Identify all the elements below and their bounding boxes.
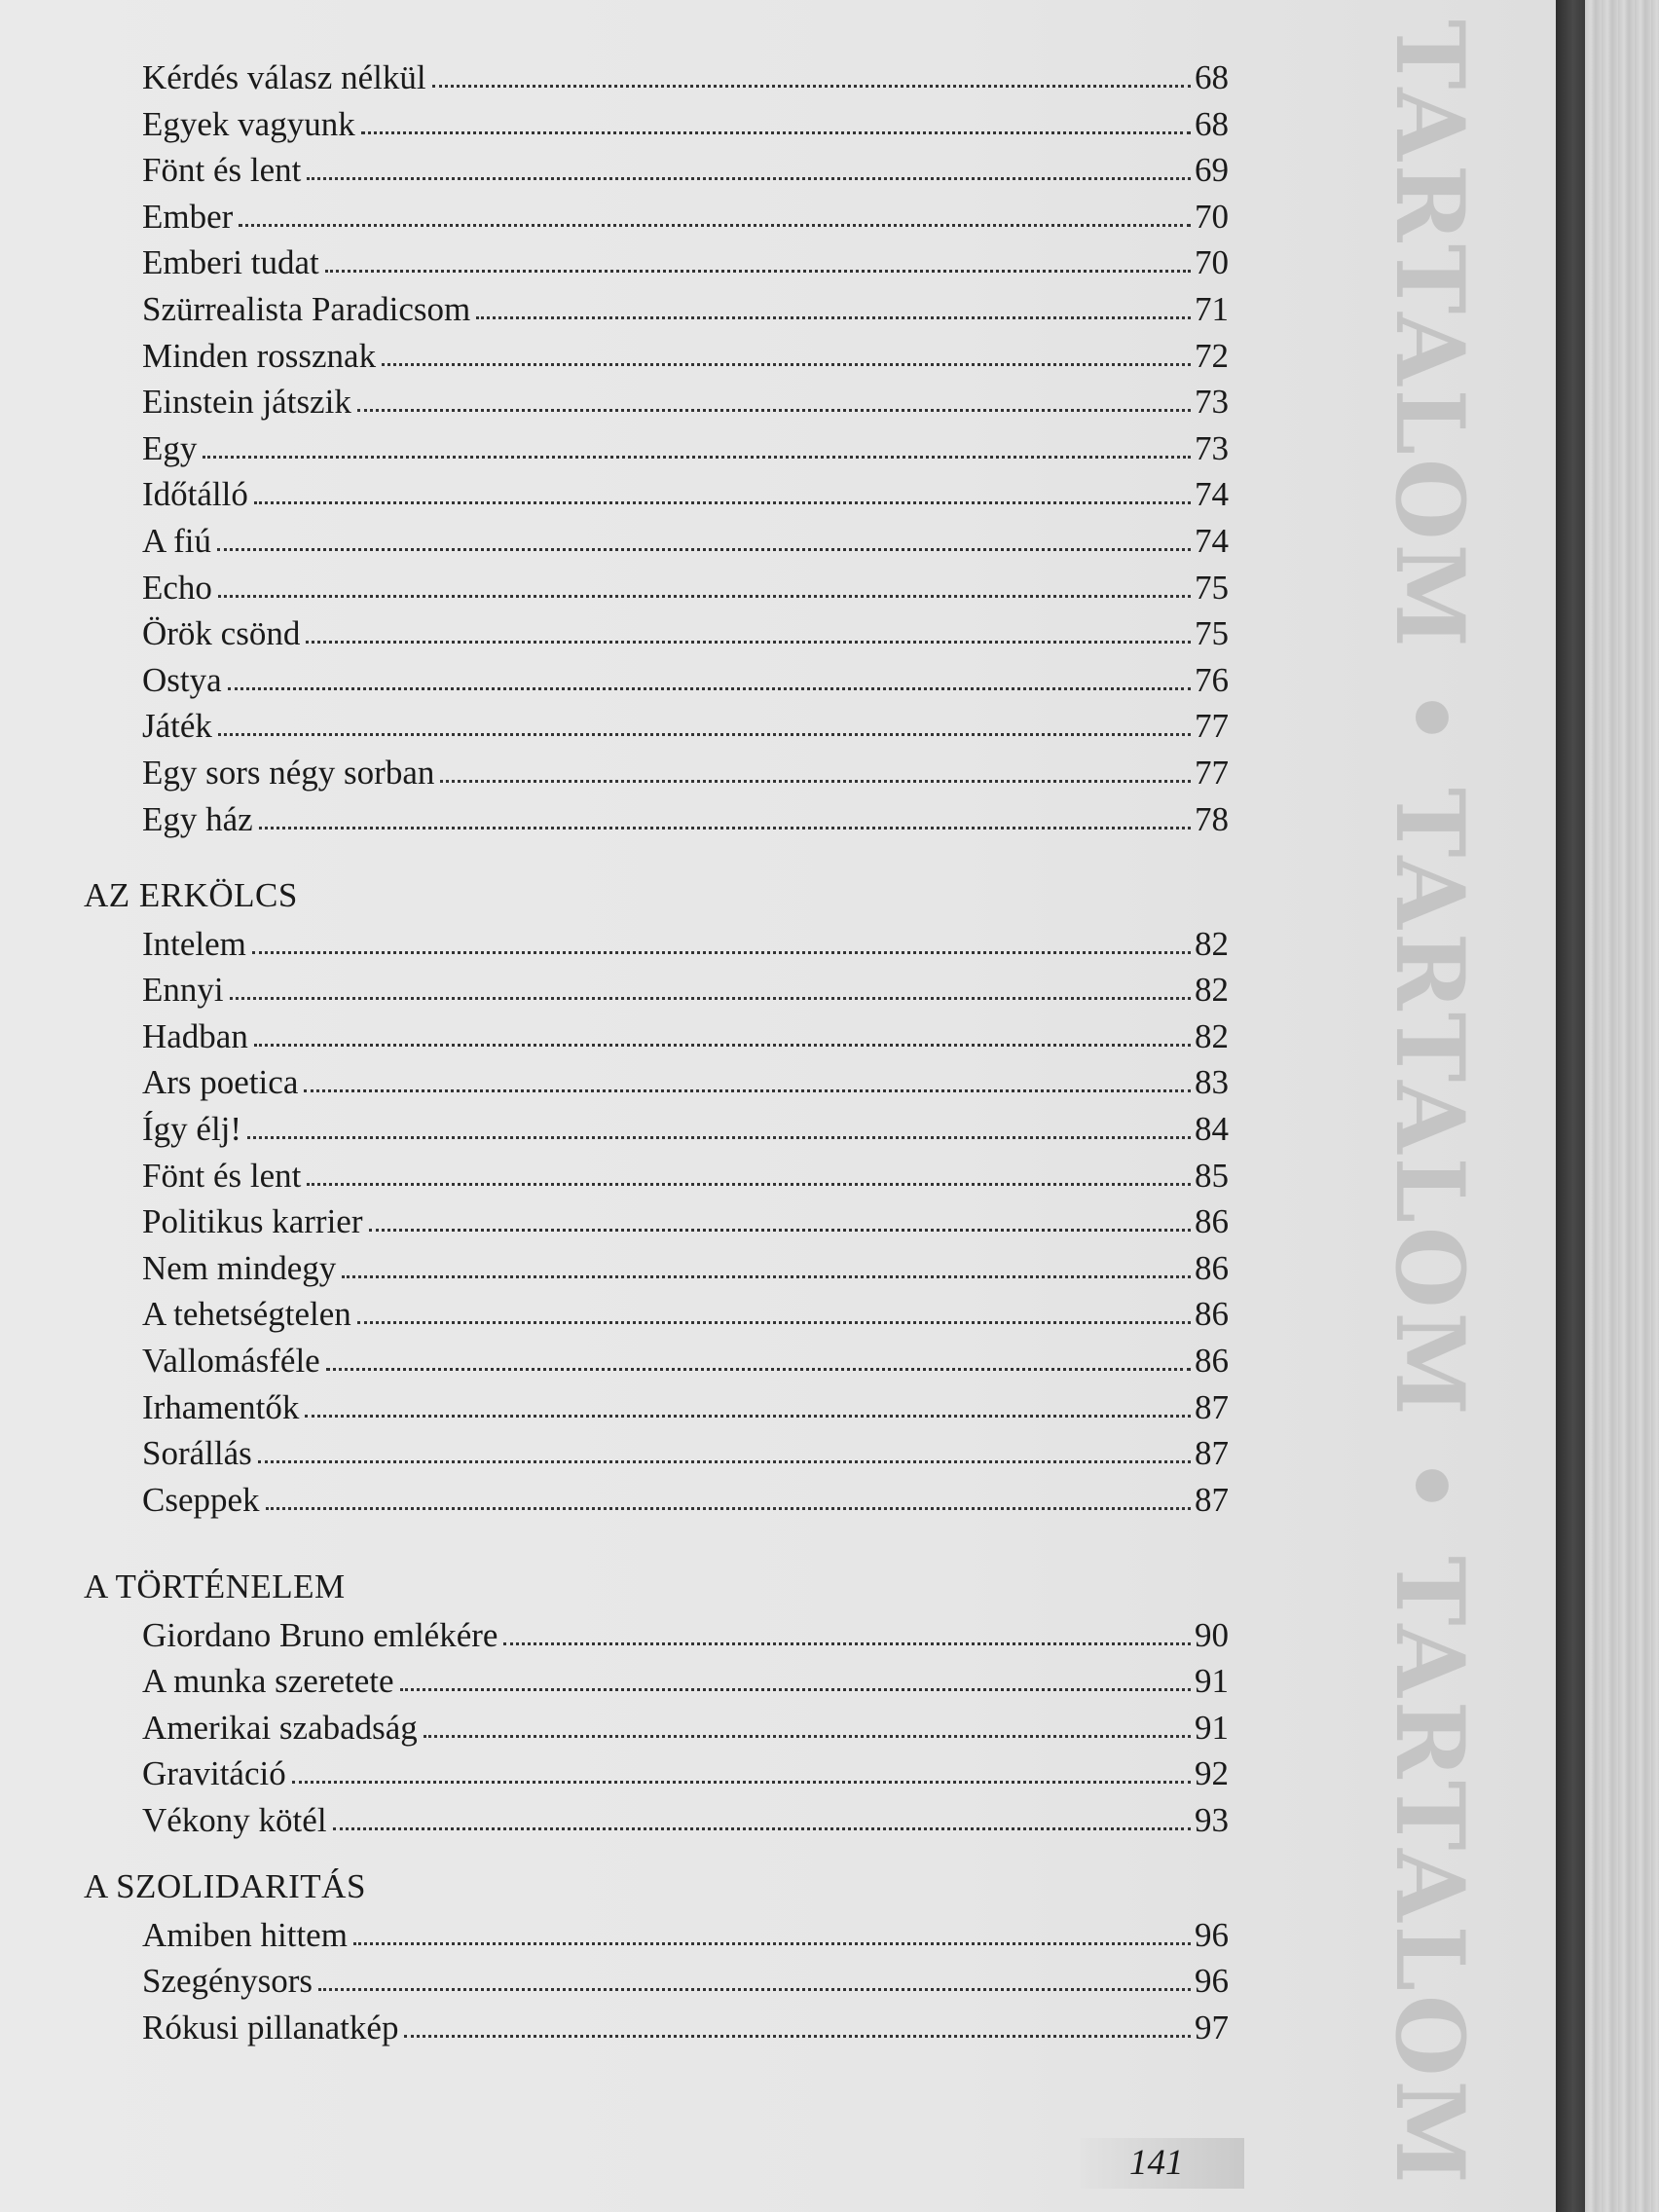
toc-entry-title: Fönt és lent	[142, 1156, 302, 1195]
toc-entry-page: 96	[1195, 1915, 1229, 1954]
dot-leader	[361, 131, 1191, 134]
toc-entry[interactable]	[142, 1155, 1229, 1198]
toc-entry-page: 75	[1195, 568, 1229, 607]
toc-entry-title: Sorállás	[142, 1434, 252, 1473]
toc-entry-page: 70	[1195, 243, 1229, 282]
background-surface	[1585, 0, 1659, 2212]
toc-entry-page: 87	[1195, 1387, 1229, 1426]
toc-entry-title: Hadban	[142, 1016, 248, 1055]
toc-entry[interactable]	[142, 1479, 1229, 1522]
toc-entry[interactable]	[142, 612, 1229, 655]
toc-entry-page: 91	[1195, 1708, 1229, 1747]
toc-entry-page: 71	[1195, 290, 1229, 328]
dot-leader	[318, 1988, 1191, 1991]
toc-entry[interactable]	[142, 1799, 1229, 1842]
toc-entry[interactable]	[142, 1386, 1229, 1429]
toc-entry[interactable]	[142, 798, 1229, 841]
toc-entry-page: 86	[1195, 1202, 1229, 1241]
dot-leader	[259, 827, 1191, 830]
dot-leader	[217, 548, 1191, 551]
dot-leader	[476, 316, 1191, 319]
toc-entry[interactable]	[142, 427, 1229, 470]
toc-entry-page: 96	[1195, 1962, 1229, 2001]
dot-leader	[440, 780, 1191, 783]
toc-entry[interactable]	[142, 1340, 1229, 1382]
toc-entry-page: 82	[1195, 971, 1229, 1010]
toc-entry[interactable]	[142, 473, 1229, 516]
dot-leader	[400, 1688, 1191, 1691]
toc-entry-page: 82	[1195, 1016, 1229, 1055]
dot-leader	[369, 1229, 1192, 1232]
toc-entry[interactable]	[142, 1707, 1229, 1750]
toc-entry-page: 86	[1195, 1248, 1229, 1287]
dot-leader	[357, 1321, 1191, 1324]
dot-leader	[247, 1136, 1191, 1139]
toc-entry-page: 70	[1195, 197, 1229, 236]
dot-leader	[357, 409, 1191, 412]
book-cover-edge	[1556, 0, 1585, 2212]
toc-entry-page: 91	[1195, 1662, 1229, 1701]
toc-entry-page: 86	[1195, 1342, 1229, 1380]
dot-leader	[306, 641, 1191, 644]
toc-entry-title: Vallomásféle	[142, 1342, 320, 1380]
toc-entry[interactable]	[142, 705, 1229, 748]
toc-entry-page: 90	[1195, 1615, 1229, 1654]
toc-entry-page: 74	[1195, 475, 1229, 514]
toc-entry-title: Ember	[142, 197, 234, 236]
toc-entry-title: Cseppek	[142, 1480, 260, 1519]
toc-entry-page: 78	[1195, 799, 1229, 838]
toc-entry-page: 68	[1195, 58, 1229, 96]
toc-entry-title: Ennyi	[142, 971, 224, 1010]
toc-entry-title: A tehetségtelen	[142, 1295, 351, 1334]
dot-leader	[252, 951, 1191, 954]
toc-entry[interactable]	[142, 288, 1229, 331]
toc-entry[interactable]	[142, 1200, 1229, 1243]
dot-leader	[307, 177, 1191, 180]
dot-leader	[228, 687, 1191, 690]
toc-entry[interactable]	[142, 335, 1229, 378]
toc-entry[interactable]	[142, 969, 1229, 1012]
toc-entry-page: 93	[1195, 1801, 1229, 1839]
toc-entry-title: Rókusi pillanatkép	[142, 2008, 399, 2046]
toc-entry-page: 85	[1195, 1156, 1229, 1195]
toc-entry[interactable]	[142, 56, 1229, 99]
toc-entry-title: Örök csönd	[142, 614, 301, 653]
toc-entry-title: Giordano Bruno emlékére	[142, 1615, 498, 1654]
toc-entry-title: Időtálló	[142, 475, 248, 514]
dot-leader	[342, 1275, 1191, 1278]
toc-entry-title: Egy sors négy sorban	[142, 754, 435, 792]
toc-entry-title: Amerikai szabadság	[142, 1708, 418, 1747]
toc-entry[interactable]	[142, 1015, 1229, 1058]
toc-entry[interactable]	[142, 567, 1229, 609]
dot-leader	[239, 224, 1191, 227]
toc-entry-page: 83	[1195, 1063, 1229, 1102]
section-heading: AZ ERKÖLCS	[84, 876, 298, 914]
toc-entry-title: Irhamentők	[142, 1387, 300, 1426]
dot-leader	[258, 1460, 1191, 1463]
toc-entry[interactable]	[142, 1614, 1229, 1657]
toc-entry[interactable]	[142, 1914, 1229, 1957]
toc-entry[interactable]	[142, 520, 1229, 563]
dot-leader	[503, 1642, 1191, 1645]
section-heading: A TÖRTÉNELEM	[84, 1567, 346, 1605]
toc-entry-title: Egy ház	[142, 799, 253, 838]
toc-entry-page: 87	[1195, 1480, 1229, 1519]
toc-entry[interactable]	[142, 659, 1229, 702]
toc-entry-title: Vékony kötél	[142, 1801, 327, 1839]
dot-leader	[432, 85, 1191, 88]
toc-entry-title: Emberi tudat	[142, 243, 319, 282]
toc-entry[interactable]	[142, 381, 1229, 424]
toc-entry[interactable]	[142, 241, 1229, 284]
spine-label: TARTALOM • TARTALOM • TARTALOM	[1375, 19, 1485, 2188]
toc-entry[interactable]	[142, 1432, 1229, 1475]
toc-entry-title: Amiben hittem	[142, 1915, 348, 1954]
toc-entry-title: Politikus karrier	[142, 1202, 363, 1241]
toc-entry-page: 92	[1195, 1754, 1229, 1793]
toc-entry-page: 84	[1195, 1110, 1229, 1148]
toc-entry-title: Minden rossznak	[142, 336, 377, 375]
toc-entry-title: Gravitáció	[142, 1754, 286, 1793]
toc-entry[interactable]	[142, 923, 1229, 966]
toc-entry-page: 75	[1195, 614, 1229, 653]
dot-leader	[254, 1044, 1191, 1047]
toc-entry[interactable]	[142, 1293, 1229, 1336]
dot-leader	[203, 456, 1191, 459]
section-heading: A SZOLIDARITÁS	[84, 1867, 366, 1905]
page-number: 141	[1129, 2143, 1184, 2183]
toc-entry-title: Nem mindegy	[142, 1248, 337, 1287]
toc-entry[interactable]	[142, 1247, 1229, 1290]
dot-leader	[326, 1368, 1191, 1371]
dot-leader	[424, 1735, 1191, 1738]
toc-entry[interactable]	[142, 1752, 1229, 1795]
dot-leader	[325, 270, 1191, 273]
toc-entry[interactable]	[142, 1960, 1229, 2003]
dot-leader	[382, 363, 1191, 366]
toc-entry-title: Szegénysors	[142, 1962, 313, 2001]
toc-entry-page: 74	[1195, 522, 1229, 560]
dot-leader	[305, 1415, 1191, 1418]
toc-entry-page: 69	[1195, 151, 1229, 190]
dot-leader	[307, 1183, 1191, 1186]
toc-entry-title: Így élj!	[142, 1110, 242, 1148]
dot-leader	[404, 2035, 1191, 2038]
toc-entry-page: 77	[1195, 707, 1229, 746]
toc-entry-title: Játék	[142, 707, 212, 746]
toc-entry[interactable]	[142, 1660, 1229, 1703]
dot-leader	[292, 1781, 1191, 1784]
toc-entry-page: 77	[1195, 754, 1229, 792]
toc-entry-title: A fiú	[142, 522, 211, 560]
toc-entry[interactable]	[142, 1108, 1229, 1151]
toc-entry-title: Szürrealista Paradicsom	[142, 290, 471, 328]
toc-entry-page: 73	[1195, 428, 1229, 467]
toc-entry[interactable]	[142, 149, 1229, 192]
toc-entry[interactable]	[142, 196, 1229, 239]
toc-entry-page: 97	[1195, 2008, 1229, 2046]
dot-leader	[218, 733, 1191, 736]
dot-leader	[230, 997, 1191, 1000]
toc-entry-title: Kérdés válasz nélkül	[142, 58, 426, 96]
toc-entry[interactable]	[142, 1061, 1229, 1104]
dot-leader	[333, 1827, 1191, 1830]
toc-entry-title: A munka szeretete	[142, 1662, 394, 1701]
dot-leader	[353, 1942, 1191, 1945]
toc-entry[interactable]	[142, 752, 1229, 794]
toc-entry-title: Egy	[142, 428, 198, 467]
toc-entry-title: Intelem	[142, 924, 246, 963]
toc-entry-title: Ostya	[142, 660, 222, 699]
toc-entry-page: 86	[1195, 1295, 1229, 1334]
toc-entry-title: Egyek vagyunk	[142, 104, 355, 143]
dot-leader	[254, 501, 1191, 504]
toc-entry-page: 72	[1195, 336, 1229, 375]
toc-entry-page: 87	[1195, 1434, 1229, 1473]
toc-entry-title: Fönt és lent	[142, 151, 302, 190]
toc-entry-page: 73	[1195, 383, 1229, 422]
toc-entry-title: Ars poetica	[142, 1063, 299, 1102]
toc-entry-page: 68	[1195, 104, 1229, 143]
toc-entry-title: Echo	[142, 568, 212, 607]
toc-entry-page: 76	[1195, 660, 1229, 699]
toc-entry-title: Einstein játszik	[142, 383, 351, 422]
dot-leader	[218, 595, 1191, 598]
toc-entry-page: 82	[1195, 924, 1229, 963]
dot-leader	[266, 1507, 1191, 1510]
toc-entry[interactable]	[142, 2007, 1229, 2049]
dot-leader	[304, 1089, 1191, 1092]
toc-entry[interactable]	[142, 103, 1229, 146]
